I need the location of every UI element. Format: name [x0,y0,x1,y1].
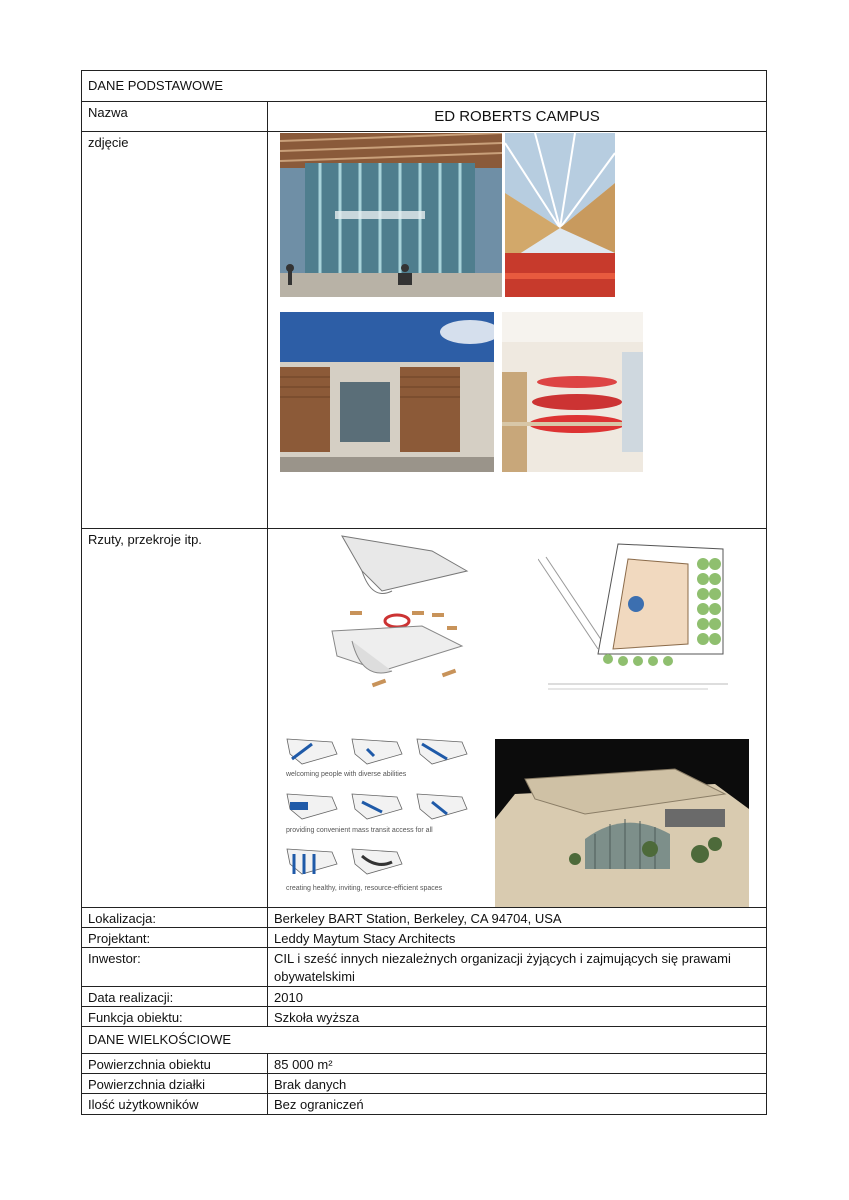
row-lokalizacja [82,908,766,928]
row-value: Bez ograniczeń [274,1097,364,1112]
section-header-basic [82,71,766,102]
row-data-realizacji [82,987,766,1007]
photo-facade [280,133,502,297]
drawings-area [268,529,766,907]
row-inwestor [82,948,766,987]
row-ilosc-uzytkownikow [82,1094,766,1114]
row-value: Berkeley BART Station, Berkeley, CA 94704, USA [274,911,562,926]
row-value: Leddy Maytum Stacy Architects [274,931,456,946]
row-label: Nazwa [82,102,268,131]
row-nazwa [82,102,766,132]
row-projektant [82,928,766,948]
row-label: Powierzchnia działki [82,1074,268,1093]
diagram-caption-2: providing convenient mass transit access for all [286,827,433,834]
section-header-size [82,1027,766,1054]
row-drawings [82,529,766,908]
data-sheet-table [81,70,767,1115]
row-value: Szkoła wyższa [274,1010,360,1025]
photo-exterior [280,312,494,472]
site-plan-drawing [538,539,733,694]
row-label: Projektant: [82,928,268,947]
concept-diagrams [282,734,480,902]
diagram-caption-1: welcoming people with diverse abilities [286,771,407,778]
row-label: Funkcja obiektu: [82,1007,268,1026]
row-label: Ilość użytkowników [82,1094,268,1114]
photo-atrium [505,133,615,297]
diagram-caption-3: creating healthy, inviting, resource-efficient spaces [286,885,443,892]
section-title: DANE PODSTAWOWE [88,78,224,93]
photo-interior-ramp [502,312,643,472]
project-title: ED ROBERTS CAMPUS [434,108,600,125]
photo-architectural-model [495,739,749,907]
row-label: Inwestor: [82,948,268,986]
row-label: Rzuty, przekroje itp. [82,529,268,907]
row-label: Lokalizacja: [82,908,268,927]
row-value: CIL i sześć innych niezależnych organizacji żyjących i zajmujących się prawami obywatelskimi [274,951,731,984]
row-funkcja-obiektu [82,1007,766,1027]
row-value: Brak danych [274,1077,347,1092]
row-label: Data realizacji: [82,987,268,1006]
row-powierzchnia-obiektu [82,1054,766,1074]
section-title: DANE WIELKOŚCIOWE [88,1032,232,1047]
row-value: 2010 [274,990,303,1005]
photos-area [268,132,766,528]
row-label: Powierzchnia obiektu [82,1054,268,1073]
row-label: zdjęcie [82,132,268,528]
exploded-axonometric-drawing [292,531,482,696]
row-photos [82,132,766,529]
row-value: 85 000 m² [274,1057,333,1072]
row-powierzchnia-dzialki [82,1074,766,1094]
